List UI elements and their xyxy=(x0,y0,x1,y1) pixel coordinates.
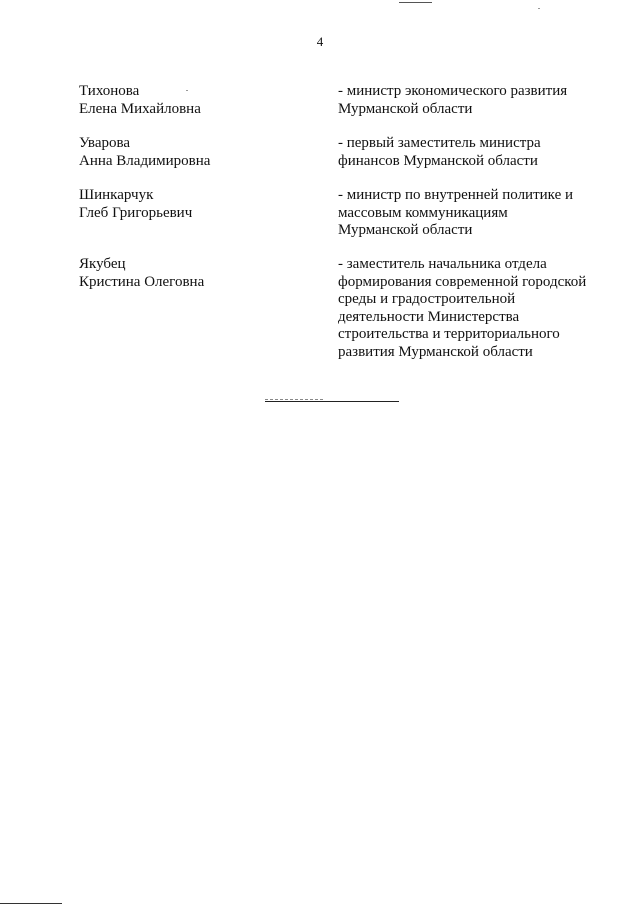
member-name xyxy=(79,83,319,118)
position-line: массовым коммуникациям xyxy=(338,204,508,221)
position-line: развития Мурманской области xyxy=(338,343,533,360)
position-line: деятельности Министерства xyxy=(338,308,520,325)
member-given-names: Анна Владимировна xyxy=(79,152,211,169)
position-line: - министр экономического развития xyxy=(338,83,568,99)
member-name xyxy=(79,187,319,222)
scan-speck xyxy=(186,90,188,91)
page-number: 4 xyxy=(316,34,324,49)
member-surname: Якубец xyxy=(79,256,126,272)
member-name xyxy=(79,256,319,291)
top-mark-line xyxy=(399,2,432,3)
position-line: Мурманской области xyxy=(338,100,473,117)
position-line: среды и градостроительной xyxy=(338,291,516,307)
member-position xyxy=(338,256,603,361)
member-name xyxy=(79,135,319,170)
member-given-names: Кристина Олеговна xyxy=(79,273,205,290)
member-given-names: Елена Михайловна xyxy=(79,100,201,117)
position-line: - заместитель начальника отдела xyxy=(338,256,547,272)
position-line: строительства и территориального xyxy=(338,326,560,342)
member-surname: Тихонова xyxy=(79,83,140,99)
member-position xyxy=(338,135,603,170)
member-position xyxy=(338,187,603,240)
scan-speck xyxy=(538,8,540,9)
member-given-names: Глеб Григорьевич xyxy=(79,204,193,221)
position-line: формирования современной городской xyxy=(338,273,587,290)
member-position xyxy=(338,83,603,118)
position-line: Мурманской области xyxy=(338,222,473,238)
closing-rule xyxy=(265,401,399,402)
position-line: - первый заместитель министра xyxy=(338,135,541,151)
member-surname: Шинкарчук xyxy=(79,187,154,203)
footer-rule xyxy=(0,903,62,904)
position-line: финансов Мурманской области xyxy=(338,152,538,169)
member-surname: Уварова xyxy=(79,135,131,151)
position-line: - министр по внутренней политике и xyxy=(338,187,574,203)
